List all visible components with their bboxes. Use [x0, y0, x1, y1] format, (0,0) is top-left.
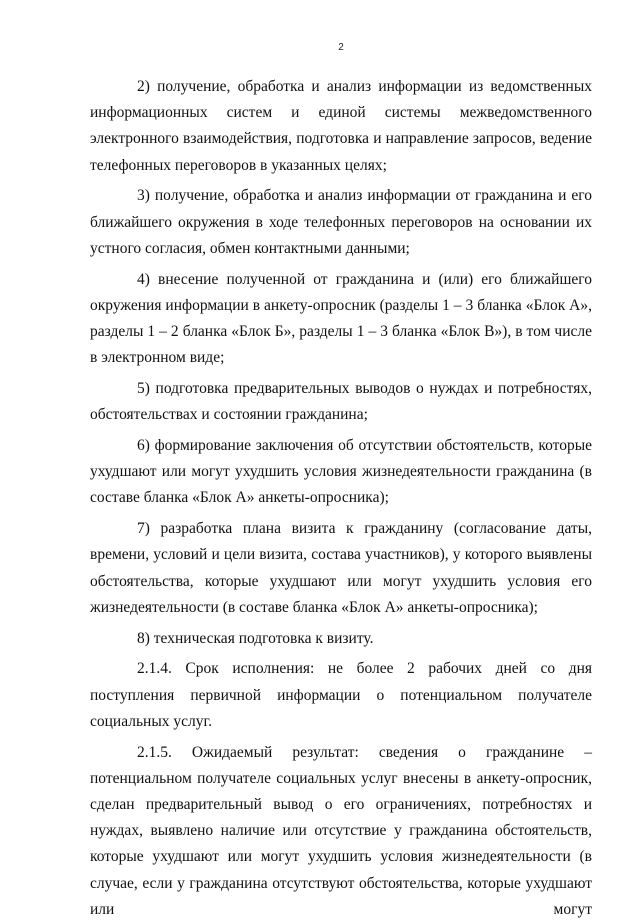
paragraph-item-5: 5) подготовка предварительных выводов о нуждах и потребностях, обстоятельствах и состоянии гражданина; [90, 380, 592, 424]
paragraph-item-7: 7) разработка плана визита к гражданину (согласование даты, времени, условий и цели визита, состава участников), у которого выявлены обстоятельства, которые ухудшают или могут ухудшить условия его жизнедеятельности (в составе бланка «Блок А» анкеты-опросника); [90, 520, 592, 616]
paragraph-item-3: 3) получение, обработка и анализ информации от гражданина и его ближайшего окружения в ходе телефонных переговоров на основании их устного согласия, обмен контактными данными; [90, 187, 592, 257]
paragraph-expected-result: 2.1.5. Ожидаемый результат: сведения о гражданине – потенциальном получателе социальных услуг внесены в анкету-опросник, сделан предварительный вывод о его ограничениях, потребностях и нуждах, выявлено наличие или отсутствие у гражданина обстоятельств, которые ухудшают или могут ухудшить условия жизнедеятельности (в случае, если у гражданина отсутствуют обстоятельства, которые ухудшают или могут [90, 743, 592, 918]
document-body [90, 74, 592, 923]
paragraph-item-4: 4) внесение полученной от гражданина и (или) его ближайшего окружения информации в анкету-опросник (разделы 1 – 3 бланка «Блок А», разделы 1 – 2 бланка «Блок Б», разделы 1 – 3 бланка «Блок В»), в том числе в электронном виде; [90, 270, 592, 367]
paragraph-item-6: 6) формирование заключения об отсутствии обстоятельств, которые ухудшают или могут ухудшить условия жизнедеятельности гражданина (в составе бланка «Блок А» анкеты-опросника); [90, 437, 592, 507]
page-number: 2 [338, 42, 344, 53]
paragraph-item-8: 8) техническая подготовка к визиту. [137, 629, 374, 647]
paragraph-deadline: 2.1.4. Срок исполнения: не более 2 рабочих дней со дня поступления первичной информации о потенциальном получателе социальных услуг. [90, 660, 592, 730]
paragraph-item-2: 2) получение, обработка и анализ информации из ведомственных информационных систем и единой системы межведомственного электронного взаимодействия, подготовка и направление запросов, ведение телефонных переговоров в указанных целях; [90, 78, 592, 174]
